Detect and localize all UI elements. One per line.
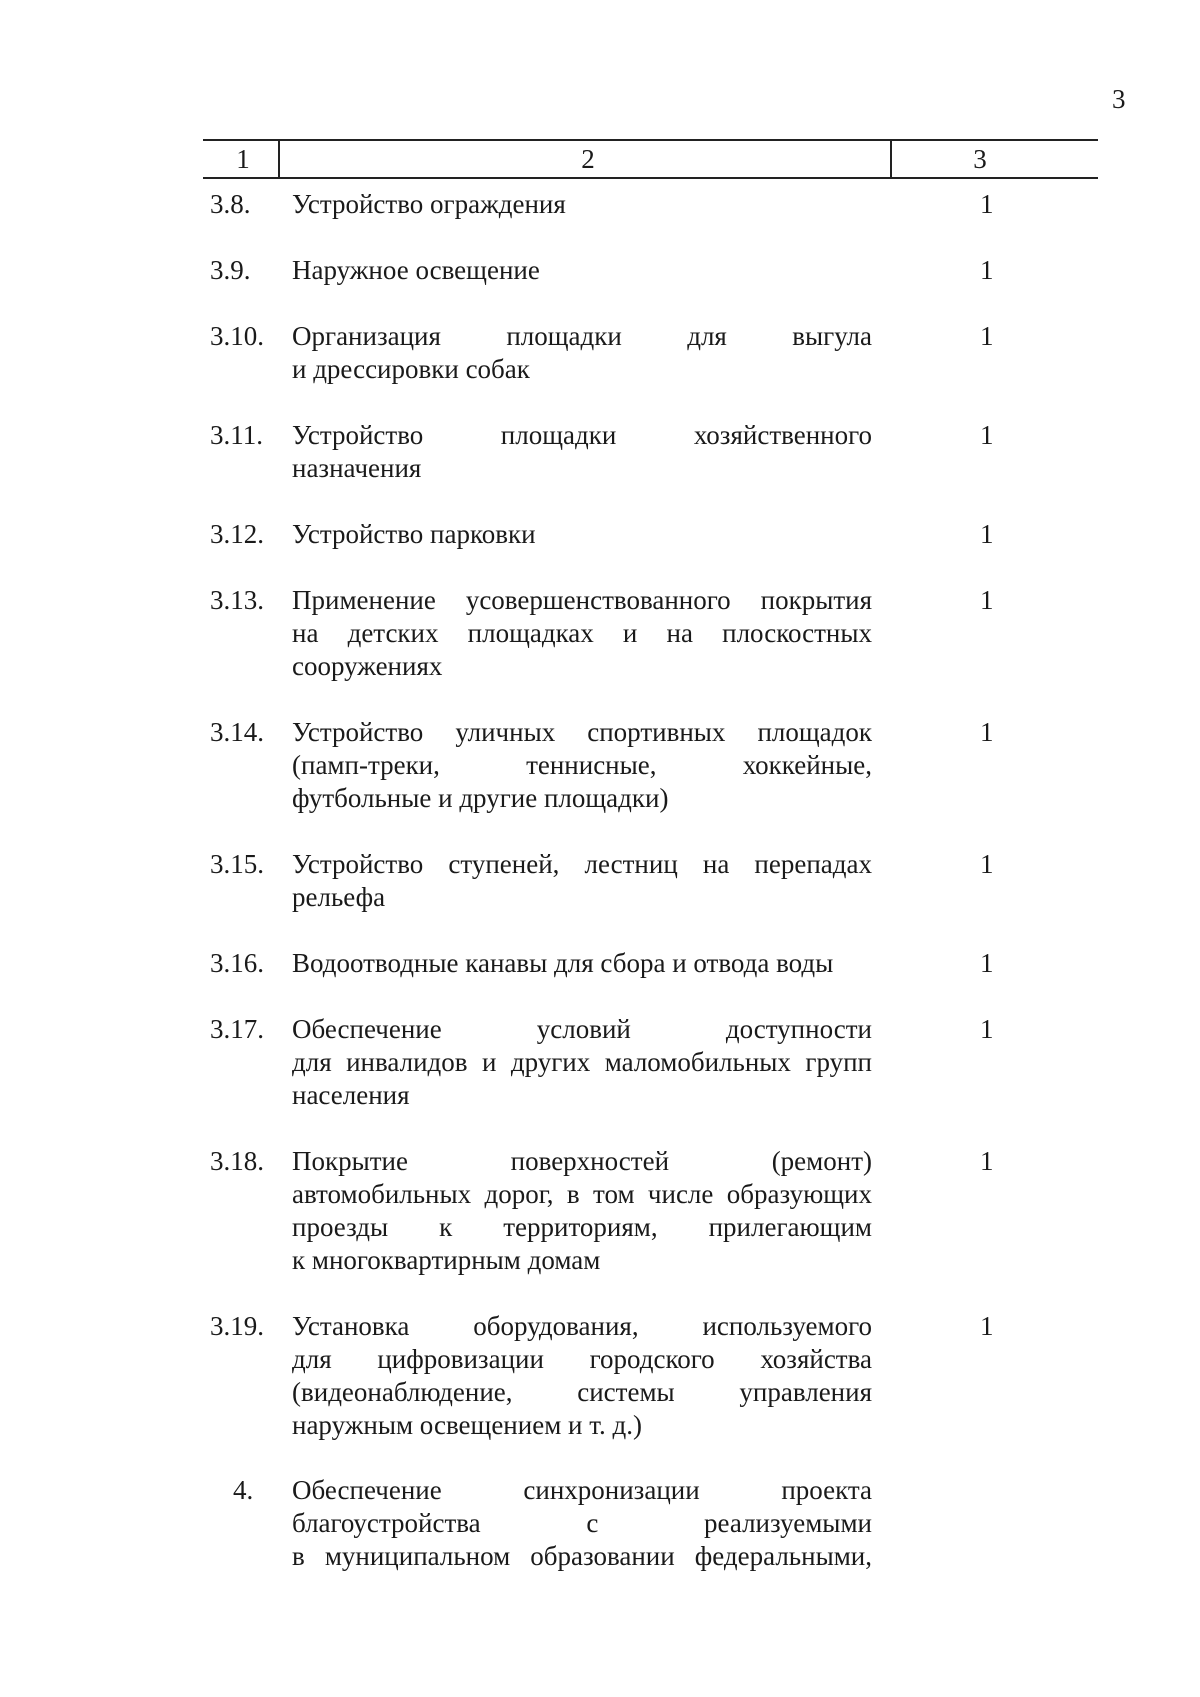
row-line: Устройство парковки bbox=[292, 519, 536, 549]
row-line: Устройство уличных спортивных площадок bbox=[292, 717, 872, 747]
row-line: Обеспечение синхронизации проекта bbox=[292, 1475, 872, 1505]
row-line: и дрессировки собак bbox=[292, 354, 530, 384]
row-description bbox=[292, 1310, 872, 1442]
header-cell-1: 1 bbox=[236, 144, 250, 174]
row-value: 1 bbox=[980, 948, 994, 978]
row-line: Устройство площадки хозяйственного bbox=[292, 420, 872, 450]
row-description bbox=[292, 254, 872, 287]
row-description bbox=[292, 1474, 872, 1573]
column-divider bbox=[890, 141, 892, 177]
row-description bbox=[292, 716, 872, 815]
row-line: для цифровизации городского хозяйства bbox=[292, 1344, 872, 1374]
row-number: 3.13. bbox=[210, 585, 264, 615]
row-line: Устройство ступеней, лестниц на перепадах bbox=[292, 849, 872, 879]
row-description bbox=[292, 1013, 872, 1112]
row-number: 3.17. bbox=[210, 1014, 264, 1044]
row-description bbox=[292, 848, 872, 914]
row-number: 3.9. bbox=[210, 255, 251, 285]
row-number: 3.10. bbox=[210, 321, 264, 351]
row-line: Установка оборудования, используемого bbox=[292, 1311, 872, 1341]
row-value: 1 bbox=[980, 255, 994, 285]
row-line: на детских площадках и на плоскостных bbox=[292, 618, 872, 648]
row-value: 1 bbox=[980, 1311, 994, 1341]
row-line: проезды к территориям, прилегающим bbox=[292, 1212, 872, 1242]
row-description bbox=[292, 1145, 872, 1277]
row-line: назначения bbox=[292, 453, 422, 483]
row-number: 4. bbox=[233, 1475, 254, 1505]
row-line: Наружное освещение bbox=[292, 255, 540, 285]
row-line: наружным освещением и т. д.) bbox=[292, 1410, 642, 1440]
row-value: 1 bbox=[980, 1146, 994, 1176]
row-number: 3.18. bbox=[210, 1146, 264, 1176]
row-description bbox=[292, 947, 872, 980]
row-number: 3.15. bbox=[210, 849, 264, 879]
row-value: 1 bbox=[980, 585, 994, 615]
row-line: автомобильных дорог, в том числе образующих bbox=[292, 1179, 872, 1209]
row-line: рельефа bbox=[292, 882, 386, 912]
row-value: 1 bbox=[980, 420, 994, 450]
row-line: сооружениях bbox=[292, 651, 443, 681]
row-line: футбольные и другие площадки) bbox=[292, 783, 669, 813]
row-value: 1 bbox=[980, 1014, 994, 1044]
row-number: 3.12. bbox=[210, 519, 264, 549]
row-number: 3.14. bbox=[210, 717, 264, 747]
row-description bbox=[292, 584, 872, 683]
row-value: 1 bbox=[980, 849, 994, 879]
row-number: 3.16. bbox=[210, 948, 264, 978]
row-value: 1 bbox=[980, 717, 994, 747]
row-line: (памп-треки, теннисные, хоккейные, bbox=[292, 750, 872, 780]
row-line: Применение усовершенствованного покрытия bbox=[292, 585, 872, 615]
row-number: 3.19. bbox=[210, 1311, 264, 1341]
row-line: (видеонаблюдение, системы управления bbox=[292, 1377, 872, 1407]
row-line: населения bbox=[292, 1080, 410, 1110]
row-line: Устройство ограждения bbox=[292, 189, 566, 219]
row-line: Обеспечение условий доступности bbox=[292, 1014, 872, 1044]
row-line: Водоотводные канавы для сбора и отвода воды bbox=[292, 948, 834, 978]
column-divider bbox=[278, 141, 280, 177]
row-description bbox=[292, 188, 872, 221]
row-description bbox=[292, 518, 872, 551]
row-number: 3.8. bbox=[210, 189, 251, 219]
row-line: к многоквартирным домам bbox=[292, 1245, 601, 1275]
row-line: для инвалидов и других маломобильных групп bbox=[292, 1047, 872, 1077]
table-header bbox=[203, 139, 1098, 179]
row-line: благоустройства с реализуемыми bbox=[292, 1508, 872, 1538]
row-line: в муниципальном образовании федеральными, bbox=[292, 1541, 872, 1571]
row-description bbox=[292, 320, 872, 386]
header-cell-3: 3 bbox=[973, 144, 987, 174]
row-line: Покрытие поверхностей (ремонт) bbox=[292, 1146, 872, 1176]
row-value: 1 bbox=[980, 519, 994, 549]
row-description bbox=[292, 419, 872, 485]
page-number: 3 bbox=[1112, 84, 1126, 114]
row-number: 3.11. bbox=[210, 420, 263, 450]
row-value: 1 bbox=[980, 189, 994, 219]
row-value: 1 bbox=[980, 321, 994, 351]
row-line: Организация площадки для выгула bbox=[292, 321, 872, 351]
header-cell-2: 2 bbox=[581, 144, 595, 174]
